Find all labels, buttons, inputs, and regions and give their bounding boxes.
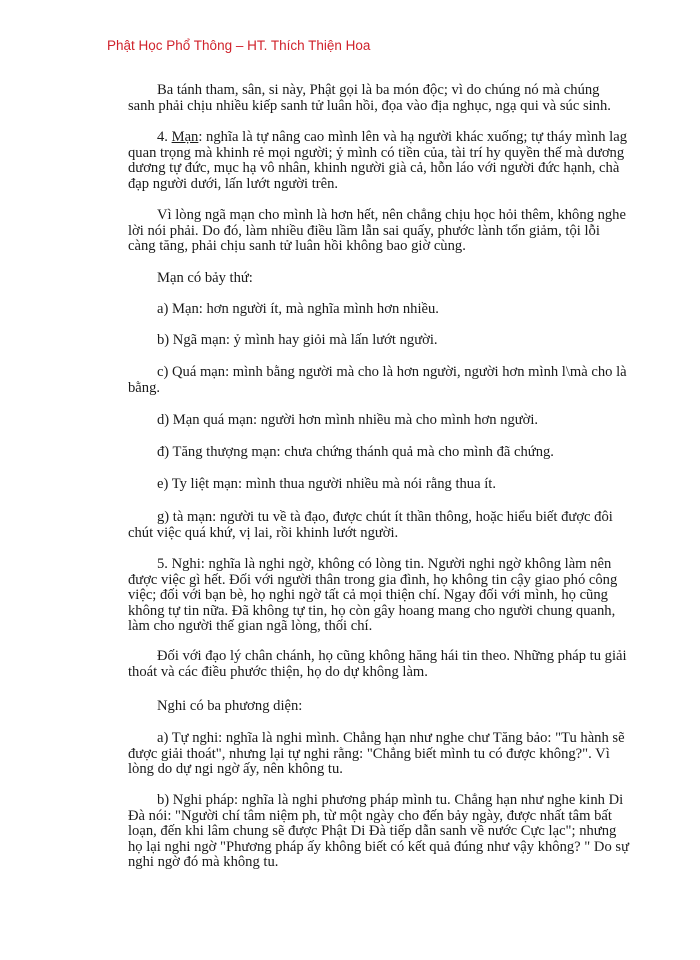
text-line: không tự tin nữa. Đã không tự tin, họ còn gây hoang mang cho người chung quanh, <box>128 602 616 619</box>
text-line: loạn, đến khi lâm chung sẽ được Phật Di Đà tiếp dẫn sanh về nước Cực lạc"; nhưng <box>128 823 617 839</box>
text-line: quan trọng mà khinh rẻ mọi người; ỷ mình có tiền của, tài trí hy quyền thế mà dương <box>128 144 625 161</box>
page-header-title: Phật Học Phổ Thông – HT. Thích Thiện Hoa <box>107 38 371 53</box>
text-line: được giải thoát", nhưng lại tự nghi rằng: "Chẳng biết mình tu có được không?". Vì <box>128 745 610 762</box>
text-line: Vì lòng ngã mạn cho mình là hơn hết, nên chẳng chịu học hỏi thêm, không nghe <box>157 207 626 223</box>
list-item <box>128 730 625 778</box>
list-item <box>128 477 598 493</box>
text-line: Nghi có ba phương diện: <box>157 698 303 714</box>
list-item <box>128 792 629 871</box>
text-line: 5. Nghi: nghĩa là nghi ngờ, không có lòng tin. Người nghi ngờ không làm nên <box>157 556 612 572</box>
text-line: Đối với đạo lý chân chánh, họ cũng không hăng hái tin theo. Những pháp tu giải <box>157 648 627 664</box>
paragraph <box>128 207 626 255</box>
text-line: sanh phải chịu nhiều kiếp sanh tử luân hồi, đọa vào địa nghục, ngạ qui và súc sinh. <box>128 97 611 114</box>
text-line: b) Nghi pháp: nghĩa là nghi phương pháp mình tu. Chẳng hạn như nghe kinh Di <box>157 792 624 808</box>
paragraph-nghi <box>128 556 618 635</box>
paragraph <box>128 82 611 114</box>
text-line: được việc gì hết. Đối với người thân trong gia đình, họ không tin cậy giao phó công <box>128 571 618 588</box>
paragraph <box>128 648 627 680</box>
text-line: làm cho người thế gian ngã lòng, thối chí. <box>128 618 373 634</box>
text-line: càng tăng, phải chịu sanh tử luân hồi không bao giờ cùng. <box>128 238 466 254</box>
text-line: Mạn có bảy thứ: <box>157 270 253 286</box>
list-item <box>128 509 613 541</box>
list-item <box>128 445 598 461</box>
text-line: a) Mạn: hơn người ít, mà nghĩa mình hơn nhiều. <box>157 301 439 317</box>
text-span: : nghĩa là tự nâng cao mình lên và hạ người khác xuống; tự tháy mình lag <box>198 129 627 145</box>
text-line: lời nói phải. Do đó, làm nhiều điều lầm lẫn sai quấy, phước lành tổn giảm, tội lỗi <box>128 222 600 239</box>
text-line: đ) Tăng thượng mạn: chưa chứng thánh quả mà cho mình đã chứng. <box>157 444 554 460</box>
text-line: g) tà mạn: người tu về tà đạo, được chút ít thần thông, hoặc hiểu biết được đôi <box>157 509 613 525</box>
text-line: Đà nói: "Người chí tâm niệm ph, từ một ngày cho đến bảy ngày, được nhất tâm bất <box>128 807 612 824</box>
text-line: bằng. <box>128 379 161 396</box>
text-line: thoát và các điều phước thiện, họ do dự không làm. <box>128 663 428 680</box>
list-item <box>128 364 627 396</box>
text-line: d) Mạn quá mạn: người hơn mình nhiều mà cho mình hơn người. <box>157 412 539 428</box>
paragraph <box>128 699 598 715</box>
text-line: Ba tánh tham, sân, si này, Phật gọi là ba món độc; vì do chúng nó mà chúng <box>157 82 600 98</box>
text-line: c) Quá mạn: mình bằng người mà cho là hơn người, người hơn mình l\mà cho là <box>157 364 627 380</box>
text-line: họ lại nghi ngờ "Phương pháp ấy không biết có kết quả đúng như vậy không? " Do sự <box>128 838 629 855</box>
text-line <box>128 129 627 146</box>
list-item <box>128 333 598 349</box>
text-line: chút việc quá khứ, vị lai, rồi khinh lướt người. <box>128 524 399 541</box>
paragraph-man <box>128 129 627 192</box>
list-item <box>128 413 598 429</box>
text-line: lòng do dự ngi ngờ ấy, nên không tu. <box>128 761 343 777</box>
text-line: đạp người dưới, lấn lướt người trên. <box>128 175 339 192</box>
text-line: e) Ty liệt mạn: mình thua người nhiều mà nói rằng thua ít. <box>157 476 496 492</box>
paragraph <box>128 271 598 287</box>
text-line: a) Tự nghi: nghĩa là nghi mình. Chẳng hạn như nghe chư Tăng bảo: "Tu hành sẽ <box>157 730 625 746</box>
text-line: b) Ngã mạn: ỷ mình hay giỏi mà lấn lướt người. <box>157 332 438 348</box>
list-item <box>128 302 598 318</box>
text-line: dương tự đức, mục hạ vô nhân, khinh người già cả, hỗn láo với người đức hạnh, chà <box>128 160 620 176</box>
section-number: 4. <box>157 129 172 145</box>
text-line: nghi ngờ đó mà không tu. <box>128 854 279 870</box>
text-line: việc; đối với bạn bè, họ nghi ngờ tất cả mọi thiện chí. Ngay đối với mình, họ cũng <box>128 587 608 603</box>
term-underlined: Mạn <box>171 129 199 145</box>
